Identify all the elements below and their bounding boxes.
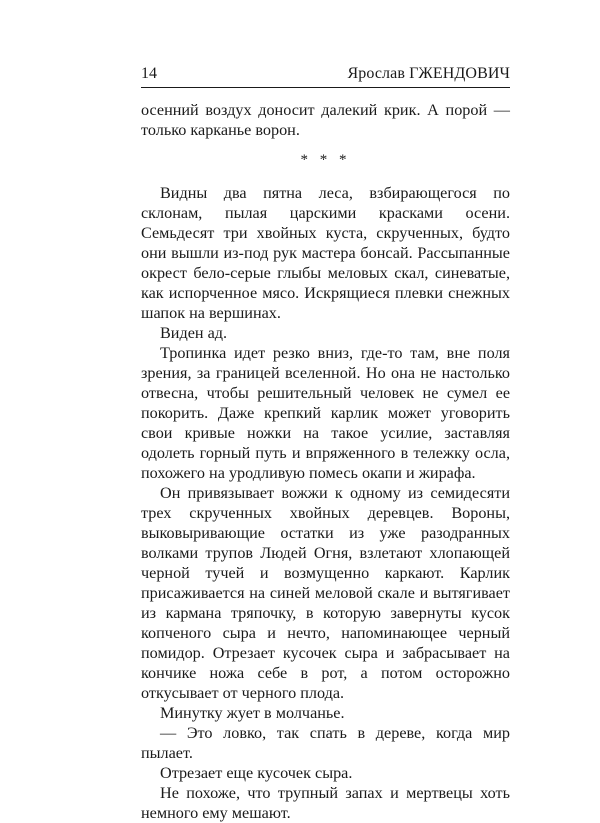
paragraph-3: Тропинка идет резко вниз, где-то там, вне поля зрения, за границей вселенной. Но она не настолько отвесна, чтобы решительный человек не сумел ее покорить. Даже крепкий карлик может уговорить свои кривые ножки на такое усилие, заставляя одолеть горный путь и впряженного в тележку осла, похожего на уродливую помесь окапи и жирафа. (141, 344, 510, 482)
paragraph-5: Минутку жует в молчанье. (160, 704, 345, 722)
page-number: 14 (141, 65, 157, 82)
page-header (141, 63, 510, 88)
paragraph-4: Он привязывает вожжи к одному из семидесяти трех скрученных хвойных деревцев. Вороны, выковыривающие остатки из уже разодранных волками трупов Людей Огня, взлетают хлопающей черной тучей и возмущенно каркают. Карлик присаживается на синей меловой скале и вытягивает из кармана тряпочку, в которую завернуты кусок копченого сыра и нечто, напоминающее черный помидор. Отрезает кусочек сыра и забрасывает на кончике ножа себе в рот, а потом осторожно откусывает от черного плода. (141, 484, 510, 702)
running-head-author: Ярослав ГЖЕНДОВИЧ (347, 65, 510, 82)
paragraph-6: — Это ловко, так спать в дереве, когда мир пылает. (141, 724, 510, 762)
continuation-block (141, 100, 510, 140)
main-text-block (141, 183, 510, 823)
paragraph-7: Отрезает еще кусочек сыра. (160, 764, 353, 782)
continuation-paragraph: осенний воздух доносит далекий крик. А порой — только карканье ворон. (141, 101, 510, 139)
paragraph-8: Не похоже, что трупный запах и мертвецы хоть немного ему мешают. (141, 784, 510, 822)
paragraph-1: Видны два пятна леса, взбирающегося по склонам, пылая царскими красками осени. Семьдесят три хвойных куста, скрученных, будто они вышли из-под рук мастера бонсай. Рассыпанные окрест бело-серые глыбы меловых скал, синеватые, как испорченное мясо. Искрящиеся плевки снежных шапок на вершинах. (141, 184, 510, 322)
paragraph-2: Виден ад. (160, 324, 228, 342)
section-separator: * * * (300, 152, 351, 168)
